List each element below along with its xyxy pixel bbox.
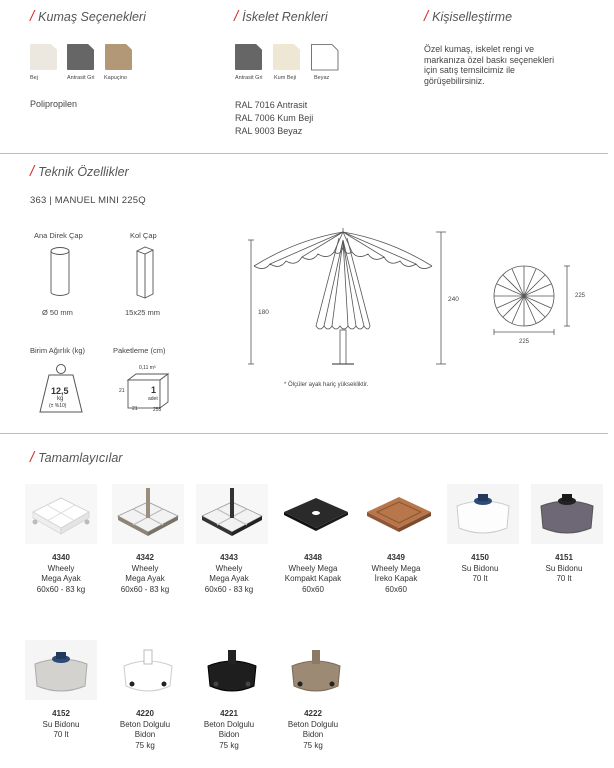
product-4343: 4343 Wheely Mega Ayak 60x60 - 83 kg [204,553,254,594]
weight-label: Birim Ağırlık (kg) [30,346,86,355]
pack-height: 21 [119,388,125,394]
product-4151: 4151 Su Bidonu 70 lt [545,553,583,583]
fabric-swatch-label: Kapuçino [104,75,127,81]
pack-width: 255 [153,407,162,413]
product-image-4348 [280,484,352,544]
tech-title: / Teknik Özellikler [30,163,129,180]
frame-swatch-label: Beyaz [314,75,330,81]
arm-value: 15x25 mm [125,308,161,317]
pole-icon [48,246,72,298]
frame-swatch-label: Kum Beji [274,75,297,81]
product-4222: 4222 Beton Dolgulu Bidon 75 kg [287,709,339,750]
fabric-swatch-label: Antrasit Gri [67,75,95,81]
weight-unit: kg [57,396,64,402]
ral-item: RAL 7016 Antrasit [235,100,308,110]
product-4152: 4152 Su Bidonu 70 lt [42,709,80,739]
product-image-4340 [25,484,97,544]
fabric-swatch-antrasit [67,44,94,70]
fabric-swatch-label: Bej [30,75,38,81]
accessories-title: / Tamamlayıcılar [30,449,123,466]
dim-225-width: 225 [519,339,530,345]
ral-list [235,99,313,138]
frame-swatch-beyaz [311,44,339,71]
product-image-4220 [112,640,184,700]
weight-tolerance: (± %10) [49,403,67,409]
pole-value: Ø 50 mm [42,308,73,317]
product-image-4152 [25,640,97,700]
pack-label: Paketleme (cm) [113,346,166,355]
product-image-4349 [363,484,435,544]
pack-depth: 21 [132,406,138,412]
divider [0,433,608,434]
product-image-4343 [196,484,268,544]
product-4150: 4150 Su Bidonu 70 lt [461,553,499,583]
product-image-4221 [196,640,268,700]
product-image-4150 [447,484,519,544]
height-note: * Ölçüler ayak hariç yüksekliktir. [284,382,369,388]
frame-title: / İskelet Renkleri [234,8,328,25]
pack-volume: 0,11 m³ [139,365,156,371]
frame-swatch-label: Antrasit Gri [235,75,263,81]
arm-icon [134,246,156,300]
dim-180: 180 [258,309,269,316]
arm-label: Kol Çap [130,231,157,240]
product-4342: 4342 Wheely Mega Ayak 60x60 - 83 kg [120,553,170,594]
product-4349: 4349 Wheely Mega İreko Kapak 60x60 [371,553,421,594]
frame-swatch-antrasit [235,44,262,70]
dim-240: 240 [448,296,459,303]
umbrella-top-drawing [490,262,580,338]
umbrella-side-drawing [236,226,456,372]
pack-unit: adet [148,396,158,402]
pack-count: 1 [151,385,157,395]
frame-swatch-kumbeji [273,44,300,70]
fabric-material: Polipropilen [30,99,78,109]
product-image-4222 [280,640,352,700]
custom-title: / Kişiselleştirme [424,8,513,25]
ral-item: RAL 9003 Beyaz [235,126,303,136]
divider [0,153,608,154]
dim-225-height: 225 [575,293,586,299]
model-name: 363 | MANUEL MINI 225Q [30,195,146,206]
fabric-swatch-bej [30,44,57,70]
fabric-title: / Kumaş Seçenekleri [30,8,146,25]
product-image-4151 [531,484,603,544]
product-4220: 4220 Beton Dolgulu Bidon 75 kg [119,709,171,750]
product-4340: 4340 Wheely Mega Ayak 60x60 - 83 kg [36,553,86,594]
weight-value: 12,5 [51,386,69,396]
product-4221: 4221 Beton Dolgulu Bidon 75 kg [203,709,255,750]
fabric-swatch-kapucino [105,44,132,70]
pole-label: Ana Direk Çap [34,231,83,240]
custom-text: Özel kumaş, iskelet rengi ve markanıza özel baskı seçenekleri için satış temsilcimiz ile görüşebilirsiniz. [424,44,555,86]
product-image-4342 [112,484,184,544]
ral-item: RAL 7006 Kum Beji [235,113,314,123]
product-4348: 4348 Wheely Mega Kompakt Kapak 60x60 [284,553,342,594]
